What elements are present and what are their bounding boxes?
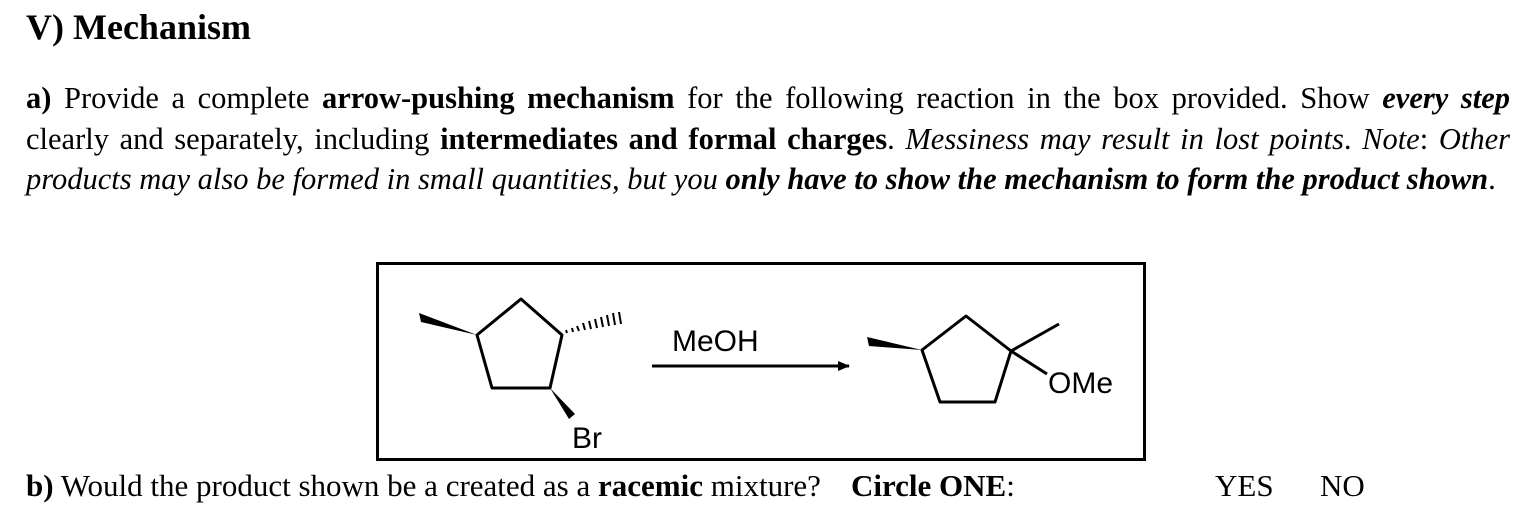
option-no[interactable]: NO [1320, 468, 1365, 503]
text-run: : [1419, 121, 1439, 156]
product-molecule [867, 316, 1113, 402]
bold-run: arrow-pushing mechanism [321, 81, 675, 115]
reaction-box [376, 262, 1146, 461]
reaction-scheme [379, 265, 1143, 458]
wedge-bond-methyl [419, 313, 477, 335]
text-run: . [1343, 121, 1363, 156]
text-run: for the following reaction in the box provided. Show [674, 81, 1383, 115]
reagent-label: MeOH [672, 325, 759, 358]
part-a-instructions [26, 78, 1510, 200]
wedge-bond-bromine [550, 388, 575, 419]
methoxy-label: OMe [1048, 367, 1114, 400]
text-run: clearly and separately, including [26, 121, 441, 156]
circle-one-label: Circle ONE [850, 468, 1007, 503]
bold-run: intermediates and formal charges [440, 121, 888, 156]
italic-run: Note [1362, 121, 1420, 156]
text-run: Provide a complete [51, 81, 322, 115]
part-a-label: a) [26, 81, 52, 115]
bold-italic-run: only have to show the mechanism to form the product shown [725, 162, 1489, 196]
reactant-molecule [419, 299, 621, 455]
bold-italic-run: every step [1382, 81, 1510, 115]
text-run: . [1488, 162, 1496, 196]
italic-run: Other products may also be formed in small quantities, but you [26, 121, 1511, 196]
part-b-question [26, 468, 1015, 504]
option-yes[interactable]: YES [1215, 468, 1274, 503]
bold-run: racemic [598, 468, 703, 503]
product-methyl-bond [1011, 324, 1059, 351]
reactant-ring [477, 299, 562, 388]
bromine-label: Br [572, 422, 602, 455]
section-heading: V) Mechanism [26, 7, 251, 47]
text-run: : [1006, 468, 1015, 503]
product-methoxy-bond [1011, 351, 1047, 374]
part-b-label: b) [26, 468, 54, 503]
italic-run: Messiness may result in lost points [905, 121, 1344, 156]
text-run: Would the product shown be a created as a [53, 468, 599, 503]
product-wedge-bond-methyl [867, 337, 922, 350]
product-ring [922, 316, 1011, 402]
hashed-bond-methyl [566, 312, 621, 333]
text-run: . [887, 121, 906, 156]
text-run: mixture? [703, 468, 821, 503]
